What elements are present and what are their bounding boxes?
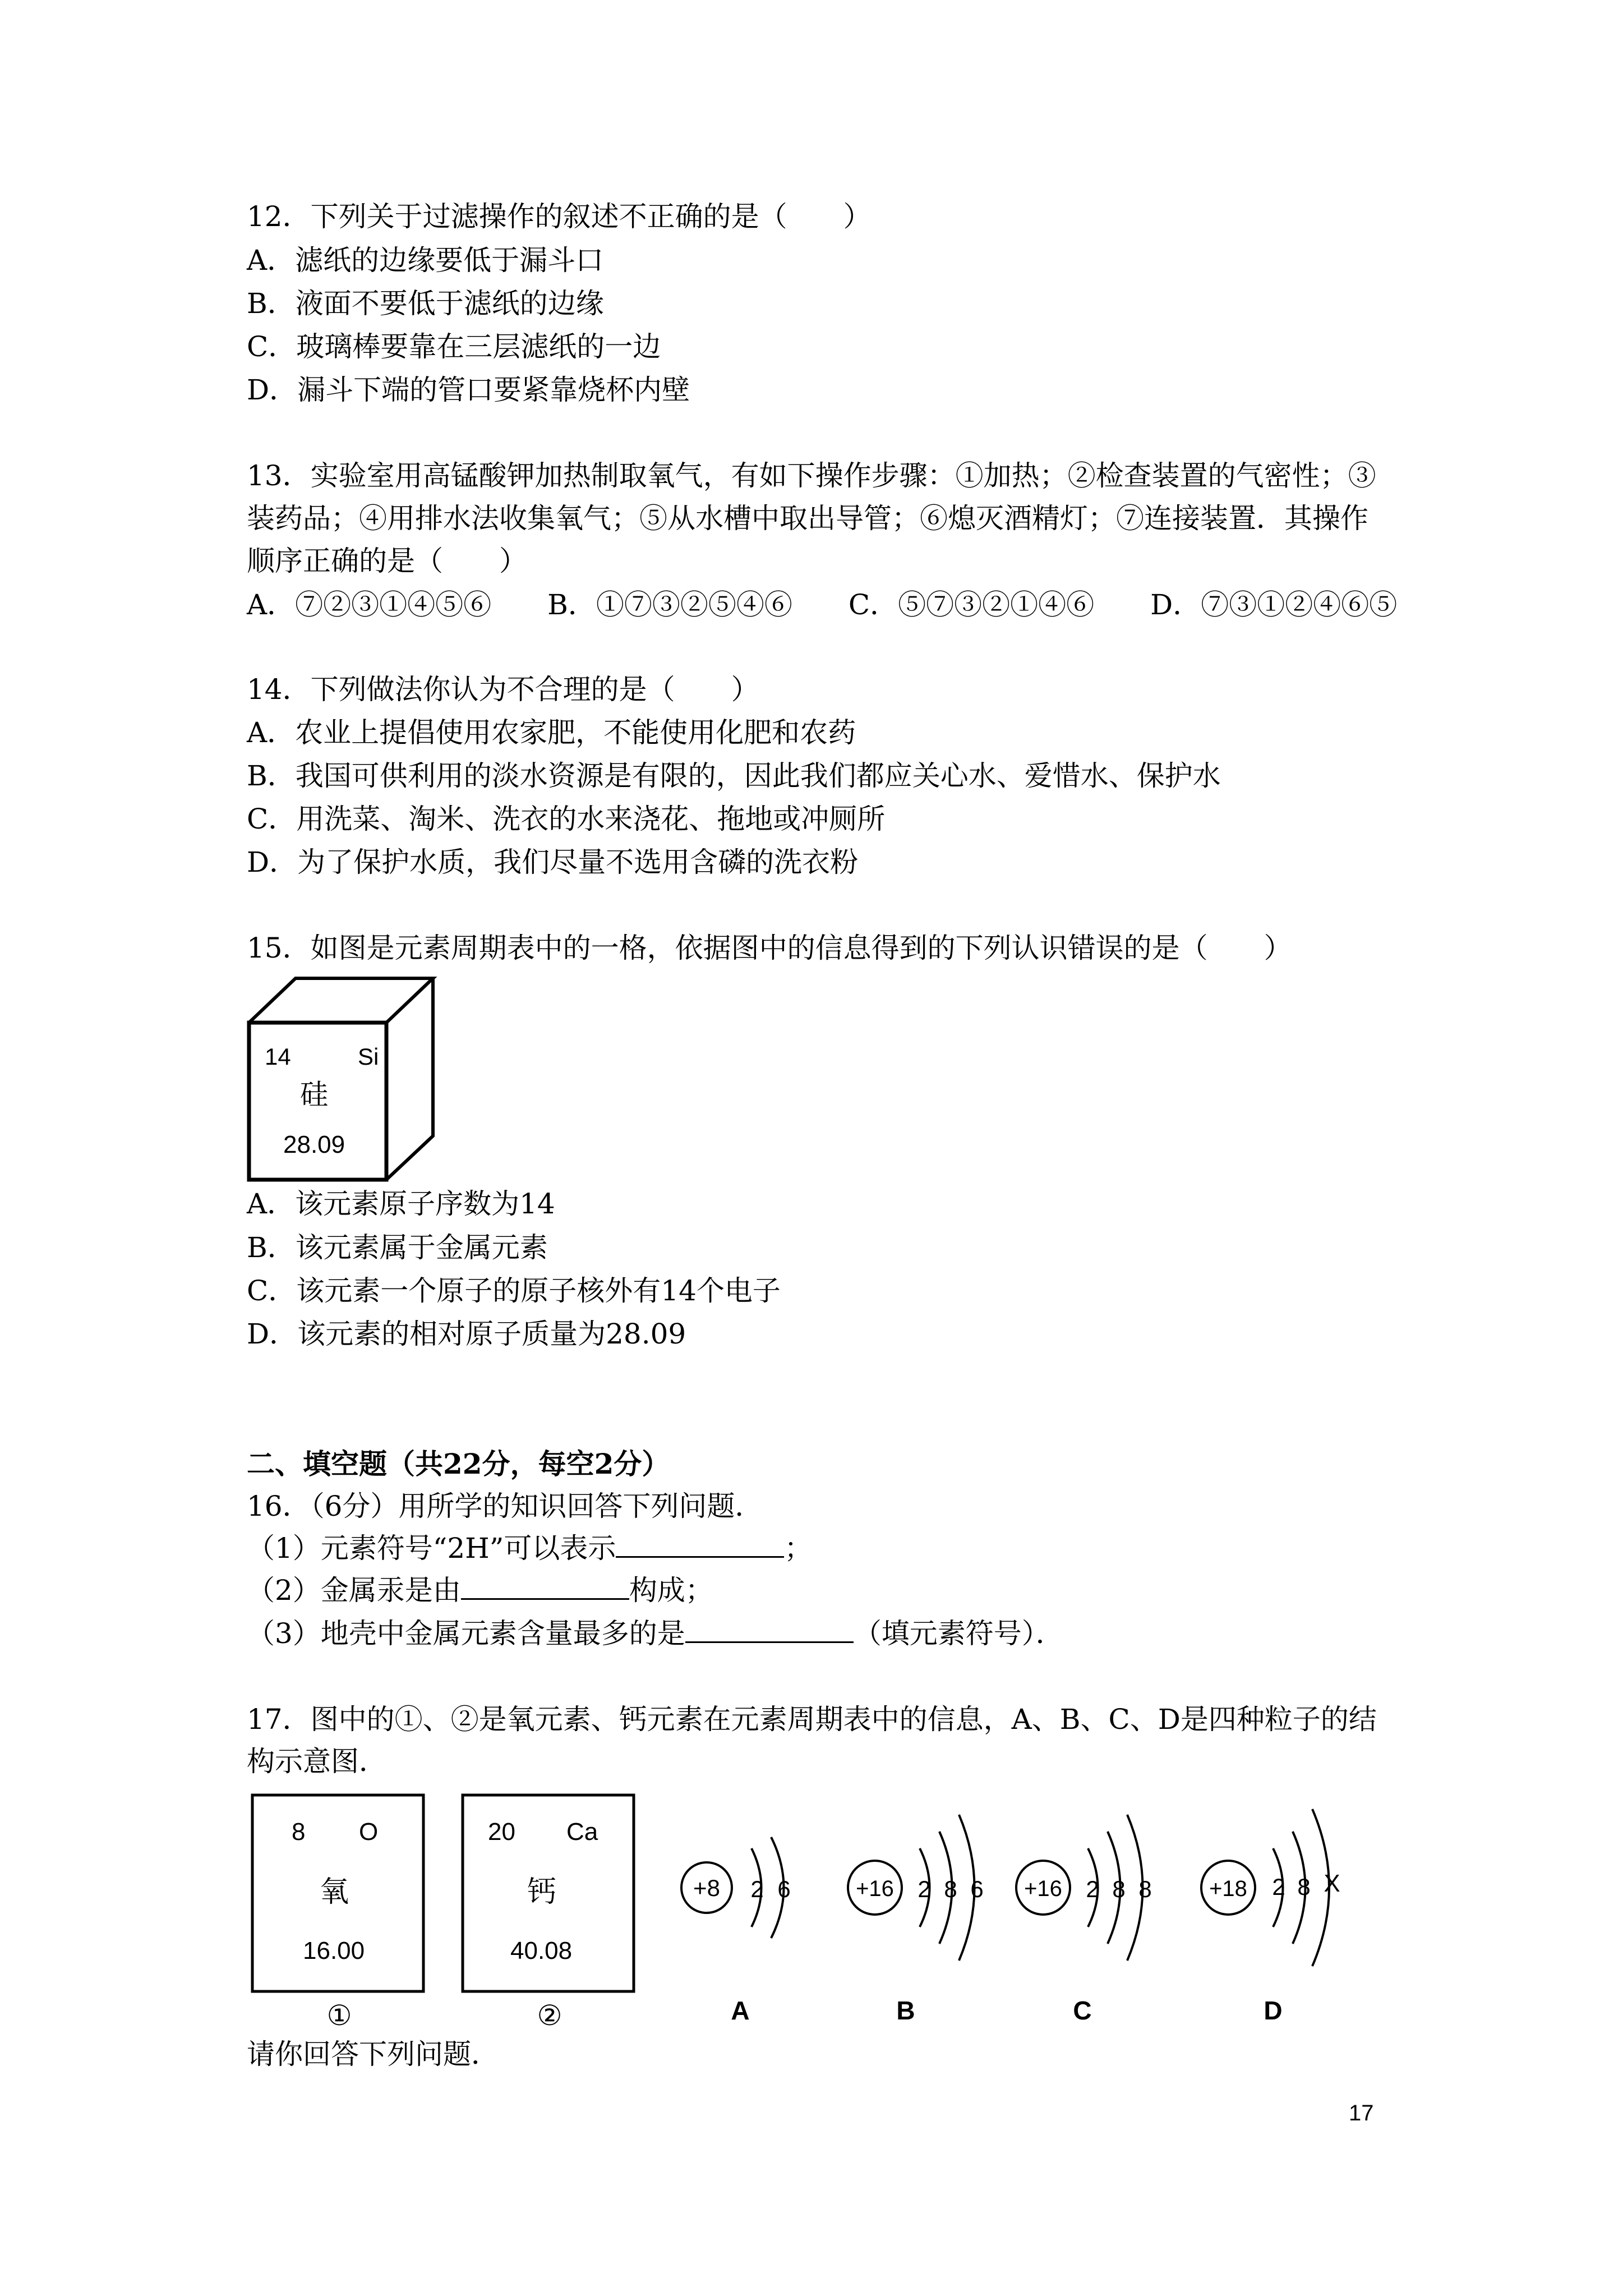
q17-figure — [247, 1789, 1402, 2039]
q14-option-c: C．用洗菜、淘米、洗衣的水来浇花、拖地或冲厕所 — [247, 803, 886, 835]
q13-stem-line2: 装药品；④用排水法收集氧气；⑤从水槽中取出导管；⑥熄灭酒精灯；⑦连接装置．其操作 — [247, 502, 1368, 535]
q13-options: A．⑦②③①④⑤⑥ B．①⑦③②⑤④⑥ C．⑤⑦③②①④⑥ D．⑦③①②④⑥⑤ — [247, 588, 1398, 621]
svg-text:①: ① — [326, 2000, 352, 2031]
q14-option-a: A．农业上提倡使用农家肥，不能使用化肥和农药 — [247, 716, 856, 749]
svg-text:8: 8 — [944, 1876, 957, 1902]
svg-text:2: 2 — [1272, 1874, 1285, 1900]
q12-option-c: C．玻璃棒要靠在三层滤纸的一边 — [247, 330, 661, 363]
q17-stem-line1: 17．图中的①、②是氧元素、钙元素在元素周期表中的信息，A、B、C、D是四种粒子的结 — [247, 1703, 1377, 1736]
svg-text:8: 8 — [1297, 1874, 1311, 1900]
svg-text:O: O — [359, 1818, 379, 1846]
si-mass: 28.09 — [283, 1131, 345, 1158]
svg-text:8: 8 — [1112, 1876, 1126, 1902]
si-atomic-number: 14 — [265, 1043, 291, 1070]
page-number: 17 — [1349, 2101, 1374, 2125]
q14-option-d: D．为了保护水质，我们尽量不选用含磷的洗衣粉 — [247, 846, 859, 878]
svg-text:B: B — [896, 1996, 915, 2025]
svg-text:2: 2 — [917, 1876, 931, 1902]
silicon-element-cube — [247, 976, 437, 1186]
svg-text:A: A — [731, 1996, 750, 2025]
q16-part2: （2）金属汞是由 构成； — [247, 1574, 713, 1607]
atom-diagram-c — [1016, 1815, 1152, 2025]
svg-text:2: 2 — [750, 1876, 764, 1902]
svg-text:+16: +16 — [856, 1876, 894, 1901]
svg-text:20: 20 — [488, 1818, 515, 1846]
svg-text:氧: 氧 — [320, 1876, 349, 1908]
si-name: 硅 — [300, 1079, 328, 1110]
q15-option-a: A．该元素原子序数为14 — [247, 1188, 555, 1220]
q16-part1: （1）元素符号“2H”可以表示 ； — [247, 1532, 813, 1565]
svg-text:8: 8 — [292, 1818, 306, 1846]
section2-heading: 二、填空题（共22分，每空2分） — [247, 1447, 670, 1480]
svg-text:Ca: Ca — [566, 1818, 598, 1846]
q15-stem: 15．如图是元素周期表中的一格，依据图中的信息得到的下列认识错误的是（ ） — [247, 932, 1292, 964]
svg-text:+18: +18 — [1209, 1876, 1247, 1901]
svg-text:钙: 钙 — [527, 1876, 557, 1908]
q17-stem-line2: 构示意图． — [247, 1745, 387, 1778]
svg-text:②: ② — [537, 2000, 562, 2031]
q12-stem: 12．下列关于过滤操作的叙述不正确的是（ ） — [247, 200, 872, 233]
answer-blank — [461, 1573, 629, 1600]
q17-tail: 请你回答下列问题． — [247, 2038, 499, 2070]
svg-text:X: X — [1324, 1870, 1340, 1897]
svg-text:8: 8 — [1138, 1876, 1152, 1902]
svg-text:6: 6 — [970, 1876, 984, 1902]
q14-option-b: B．我国可供利用的淡水资源是有限的，因此我们都应关心水、爱惜水、保护水 — [247, 760, 1221, 792]
atom-diagram-b — [848, 1815, 984, 2025]
q12-option-d: D．漏斗下端的管口要紧靠烧杯内壁 — [247, 374, 690, 406]
atom-diagram-d — [1201, 1809, 1340, 2025]
q16-stem: 16．（6分）用所学的知识回答下列问题． — [247, 1490, 763, 1522]
answer-blank — [616, 1531, 784, 1558]
atom-diagram-a — [681, 1837, 791, 2025]
q12-option-a: A．滤纸的边缘要低于漏斗口 — [247, 244, 604, 277]
calcium-element-cell — [463, 1795, 634, 2031]
svg-text:+16: +16 — [1024, 1876, 1062, 1901]
q12-option-b: B．液面不要低于滤纸的边缘 — [247, 287, 604, 320]
q14-stem: 14．下列做法你认为不合理的是（ ） — [247, 673, 759, 706]
svg-text:D: D — [1264, 1996, 1283, 2025]
svg-text:2: 2 — [1086, 1876, 1099, 1902]
oxygen-element-cell — [252, 1795, 423, 2031]
q15-option-d: D．该元素的相对原子质量为28.09 — [247, 1318, 686, 1350]
svg-text:16.00: 16.00 — [303, 1937, 365, 1964]
svg-text:+8: +8 — [693, 1875, 720, 1901]
q13-stem-line1: 13．实验室用高锰酸钾加热制取氧气，有如下操作步骤：①加热；②检查装置的气密性；③ — [247, 459, 1376, 492]
svg-text:40.08: 40.08 — [510, 1937, 573, 1964]
q16-part3: （3）地壳中金属元素含量最多的是 （填元素符号）． — [247, 1617, 1064, 1650]
si-symbol: Si — [358, 1043, 379, 1070]
svg-text:6: 6 — [777, 1876, 791, 1902]
svg-text:C: C — [1073, 1996, 1092, 2025]
q15-option-c: C．该元素一个原子的原子核外有14个电子 — [247, 1274, 781, 1307]
answer-blank — [685, 1617, 854, 1643]
q15-option-b: B．该元素属于金属元素 — [247, 1231, 548, 1264]
q13-stem-line3: 顺序正确的是（ ） — [247, 545, 527, 577]
